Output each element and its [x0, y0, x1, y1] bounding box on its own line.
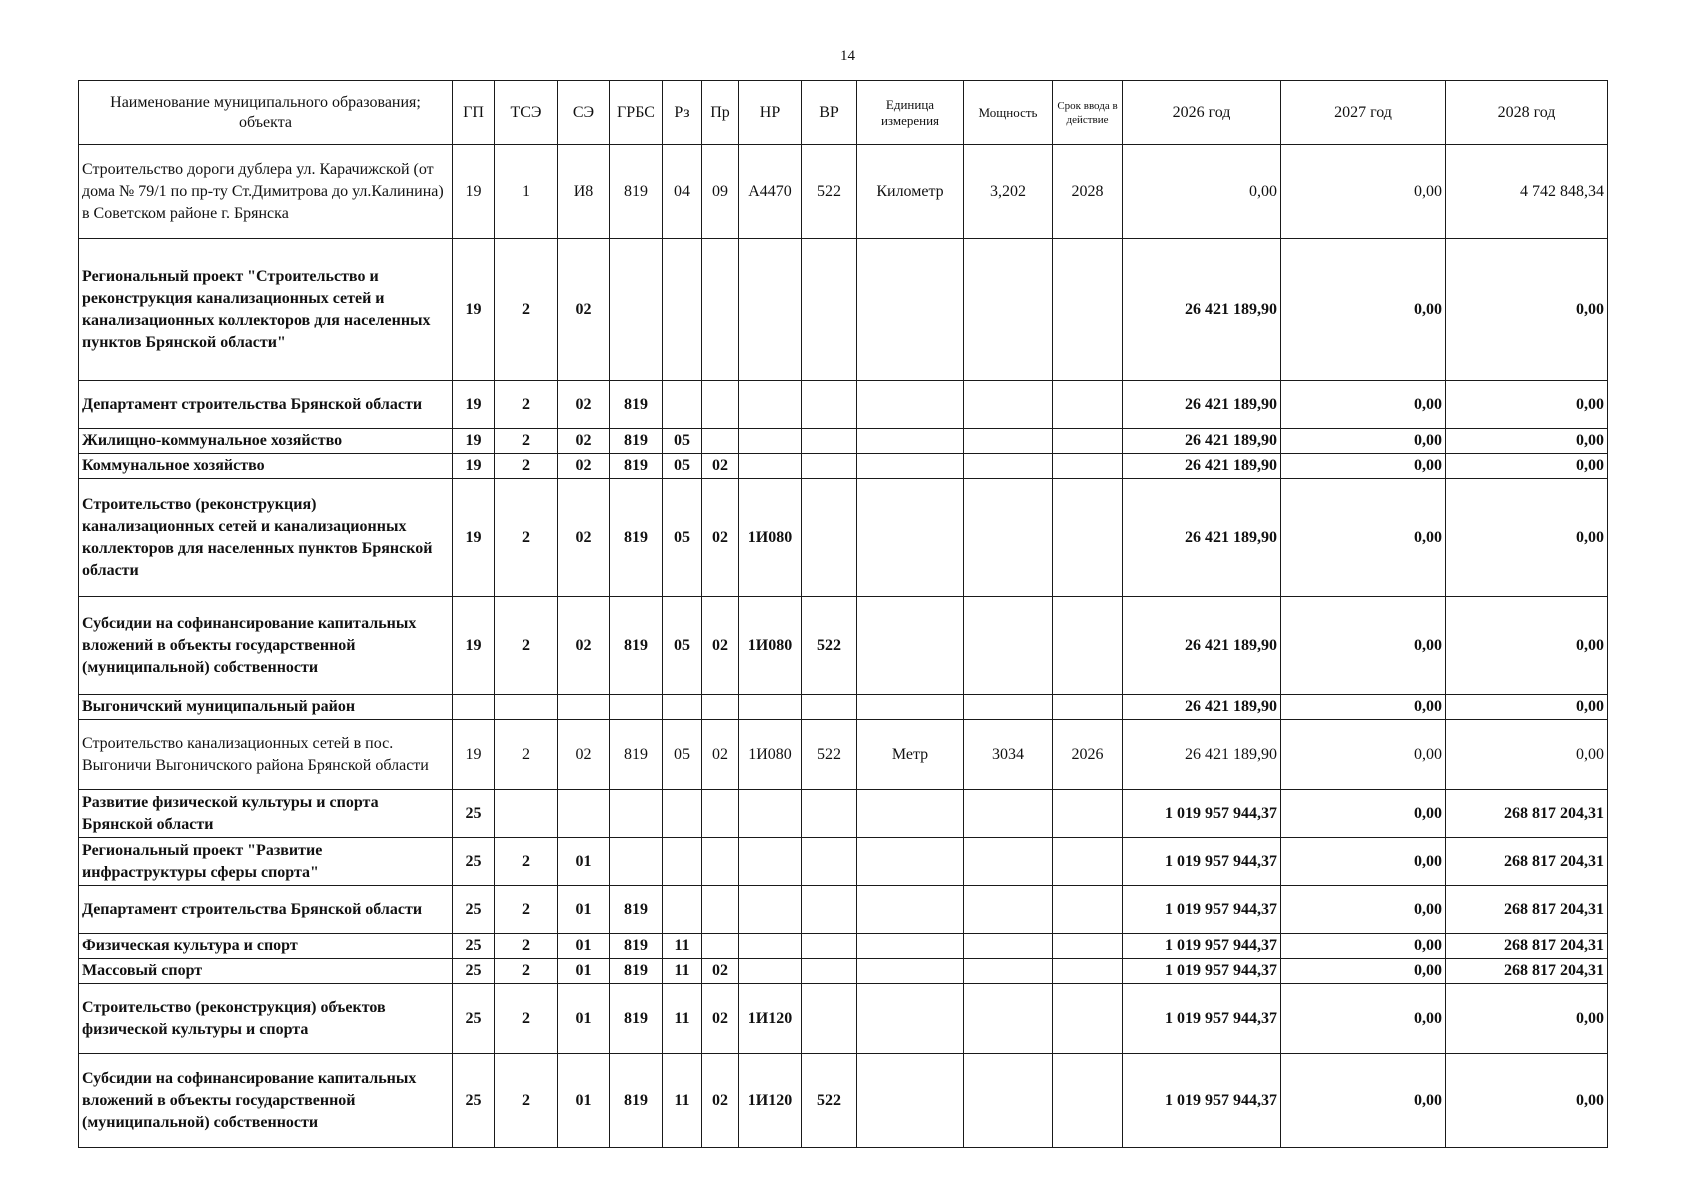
cell-pr	[702, 239, 739, 381]
header-term: Срок ввода в действие	[1053, 81, 1123, 145]
cell-term: 2026	[1053, 720, 1123, 790]
cell-capacity	[964, 381, 1053, 429]
cell-gp: 19	[453, 597, 495, 695]
cell-pr	[702, 838, 739, 886]
cell-nr: 1И080	[739, 479, 802, 597]
cell-unit	[857, 984, 964, 1054]
cell-grbs: 819	[610, 720, 663, 790]
header-unit: Единица измерения	[857, 81, 964, 145]
cell-se: 01	[558, 934, 610, 959]
cell-se: 01	[558, 984, 610, 1054]
cell-2028: 268 817 204,31	[1446, 934, 1608, 959]
table-row	[79, 429, 1608, 454]
cell-term	[1053, 597, 1123, 695]
cell-tse: 2	[495, 934, 558, 959]
cell-nr	[739, 239, 802, 381]
cell-vr	[802, 239, 857, 381]
cell-rz	[663, 886, 702, 934]
cell-2027: 0,00	[1281, 597, 1446, 695]
header-grbs: ГРБС	[610, 81, 663, 145]
table-row	[79, 597, 1608, 695]
cell-2027: 0,00	[1281, 838, 1446, 886]
cell-nr: А4470	[739, 145, 802, 239]
cell-nr	[739, 790, 802, 838]
cell-gp: 25	[453, 934, 495, 959]
cell-pr: 02	[702, 454, 739, 479]
cell-capacity: 3034	[964, 720, 1053, 790]
cell-rz: 11	[663, 984, 702, 1054]
cell-2027: 0,00	[1281, 145, 1446, 239]
cell-2026: 0,00	[1123, 145, 1281, 239]
cell-vr	[802, 454, 857, 479]
cell-gp: 19	[453, 720, 495, 790]
cell-2026: 26 421 189,90	[1123, 479, 1281, 597]
cell-2028: 0,00	[1446, 984, 1608, 1054]
cell-capacity: 3,202	[964, 145, 1053, 239]
table-row	[79, 790, 1608, 838]
cell-name: Массовый спорт	[79, 959, 453, 984]
cell-rz: 05	[663, 429, 702, 454]
cell-2028: 0,00	[1446, 695, 1608, 720]
cell-unit: Метр	[857, 720, 964, 790]
cell-grbs: 819	[610, 145, 663, 239]
cell-se: 02	[558, 429, 610, 454]
cell-tse: 2	[495, 597, 558, 695]
cell-2028: 0,00	[1446, 454, 1608, 479]
cell-2027: 0,00	[1281, 1054, 1446, 1148]
cell-gp: 25	[453, 838, 495, 886]
table-row	[79, 838, 1608, 886]
cell-pr: 02	[702, 984, 739, 1054]
cell-name: Физическая культура и спорт	[79, 934, 453, 959]
cell-se: 02	[558, 454, 610, 479]
cell-gp: 25	[453, 959, 495, 984]
cell-unit	[857, 381, 964, 429]
cell-grbs	[610, 838, 663, 886]
cell-rz: 05	[663, 479, 702, 597]
cell-tse: 2	[495, 838, 558, 886]
header-rz: Рз	[663, 81, 702, 145]
cell-term	[1053, 239, 1123, 381]
cell-gp: 25	[453, 886, 495, 934]
cell-tse: 2	[495, 959, 558, 984]
cell-2026: 26 421 189,90	[1123, 381, 1281, 429]
cell-nr: 1И080	[739, 597, 802, 695]
cell-2028: 0,00	[1446, 239, 1608, 381]
page-number: 14	[840, 48, 855, 64]
header-name: Наименование муниципального образования; объекта	[79, 81, 453, 145]
cell-rz: 11	[663, 934, 702, 959]
cell-tse: 1	[495, 145, 558, 239]
cell-se: 01	[558, 886, 610, 934]
cell-nr	[739, 381, 802, 429]
cell-unit	[857, 479, 964, 597]
cell-capacity	[964, 597, 1053, 695]
cell-capacity	[964, 886, 1053, 934]
cell-unit	[857, 790, 964, 838]
cell-unit	[857, 1054, 964, 1148]
cell-name: Субсидии на софинансирование капитальных вложений в объекты государственной (муниципальной) собственности	[79, 597, 453, 695]
cell-2026: 1 019 957 944,37	[1123, 1054, 1281, 1148]
cell-grbs: 819	[610, 959, 663, 984]
cell-tse: 2	[495, 886, 558, 934]
cell-2026: 26 421 189,90	[1123, 429, 1281, 454]
table-row	[79, 984, 1608, 1054]
cell-pr: 02	[702, 959, 739, 984]
cell-name: Департамент строительства Брянской области	[79, 381, 453, 429]
header-year-2027: 2027 год	[1281, 81, 1446, 145]
cell-gp: 25	[453, 984, 495, 1054]
cell-name: Субсидии на софинансирование капитальных вложений в объекты государственной (муниципальной) собственности	[79, 1054, 453, 1148]
table-row	[79, 1054, 1608, 1148]
cell-grbs: 819	[610, 381, 663, 429]
cell-unit	[857, 454, 964, 479]
cell-se: 02	[558, 720, 610, 790]
cell-nr	[739, 429, 802, 454]
cell-capacity	[964, 959, 1053, 984]
cell-se: 01	[558, 959, 610, 984]
cell-tse: 2	[495, 454, 558, 479]
cell-name: Региональный проект "Строительство и реконструкция канализационных сетей и канализационных коллекторов для населенных пунктов Брянской области"	[79, 239, 453, 381]
cell-2028: 0,00	[1446, 597, 1608, 695]
cell-pr	[702, 695, 739, 720]
cell-tse: 2	[495, 479, 558, 597]
cell-capacity	[964, 479, 1053, 597]
cell-unit	[857, 934, 964, 959]
cell-nr: 1И080	[739, 720, 802, 790]
cell-vr: 522	[802, 1054, 857, 1148]
cell-2027: 0,00	[1281, 239, 1446, 381]
cell-unit: Километр	[857, 145, 964, 239]
cell-tse: 2	[495, 1054, 558, 1148]
cell-2027: 0,00	[1281, 695, 1446, 720]
cell-2028: 268 817 204,31	[1446, 886, 1608, 934]
table-row	[79, 381, 1608, 429]
cell-name: Жилищно-коммунальное хозяйство	[79, 429, 453, 454]
cell-gp: 25	[453, 790, 495, 838]
cell-gp: 19	[453, 479, 495, 597]
cell-pr	[702, 934, 739, 959]
cell-pr	[702, 790, 739, 838]
header-se: СЭ	[558, 81, 610, 145]
cell-pr: 02	[702, 479, 739, 597]
cell-term	[1053, 1054, 1123, 1148]
cell-2026: 1 019 957 944,37	[1123, 838, 1281, 886]
cell-name: Строительство (реконструкция) объектов физической культуры и спорта	[79, 984, 453, 1054]
cell-name: Строительство (реконструкция) канализационных сетей и канализационных коллекторов для населенных пунктов Брянской области	[79, 479, 453, 597]
cell-term	[1053, 934, 1123, 959]
cell-vr	[802, 790, 857, 838]
cell-se: 01	[558, 1054, 610, 1148]
cell-term	[1053, 695, 1123, 720]
cell-pr: 02	[702, 1054, 739, 1148]
cell-tse: 2	[495, 429, 558, 454]
cell-capacity	[964, 695, 1053, 720]
cell-rz	[663, 381, 702, 429]
header-pr: Пр	[702, 81, 739, 145]
cell-capacity	[964, 239, 1053, 381]
cell-grbs	[610, 790, 663, 838]
cell-2028: 0,00	[1446, 429, 1608, 454]
cell-rz: 05	[663, 597, 702, 695]
cell-unit	[857, 838, 964, 886]
cell-grbs: 819	[610, 886, 663, 934]
cell-grbs	[610, 695, 663, 720]
header-vr: ВР	[802, 81, 857, 145]
cell-capacity	[964, 454, 1053, 479]
table-row	[79, 934, 1608, 959]
cell-2027: 0,00	[1281, 934, 1446, 959]
cell-vr	[802, 838, 857, 886]
cell-2026: 1 019 957 944,37	[1123, 984, 1281, 1054]
cell-unit	[857, 239, 964, 381]
cell-pr: 02	[702, 597, 739, 695]
cell-se: 02	[558, 597, 610, 695]
cell-grbs: 819	[610, 1054, 663, 1148]
cell-capacity	[964, 934, 1053, 959]
table-row	[79, 479, 1608, 597]
cell-2026: 26 421 189,90	[1123, 454, 1281, 479]
cell-2027: 0,00	[1281, 886, 1446, 934]
cell-vr	[802, 429, 857, 454]
cell-2028: 0,00	[1446, 479, 1608, 597]
cell-tse: 2	[495, 720, 558, 790]
cell-term	[1053, 838, 1123, 886]
cell-capacity	[964, 838, 1053, 886]
header-capacity: Мощность	[964, 81, 1053, 145]
cell-2026: 26 421 189,90	[1123, 239, 1281, 381]
cell-nr: 1И120	[739, 984, 802, 1054]
cell-tse: 2	[495, 381, 558, 429]
cell-rz	[663, 695, 702, 720]
cell-pr: 02	[702, 720, 739, 790]
cell-rz: 11	[663, 959, 702, 984]
cell-name: Региональный проект "Развитие инфраструктуры сферы спорта"	[79, 838, 453, 886]
cell-grbs: 819	[610, 597, 663, 695]
cell-gp: 25	[453, 1054, 495, 1148]
cell-gp: 19	[453, 239, 495, 381]
cell-se	[558, 790, 610, 838]
cell-se: И8	[558, 145, 610, 239]
cell-grbs: 819	[610, 454, 663, 479]
cell-grbs: 819	[610, 984, 663, 1054]
cell-rz	[663, 790, 702, 838]
cell-gp: 19	[453, 454, 495, 479]
cell-2027: 0,00	[1281, 381, 1446, 429]
table-row	[79, 695, 1608, 720]
cell-2027: 0,00	[1281, 984, 1446, 1054]
cell-2026: 26 421 189,90	[1123, 695, 1281, 720]
header-year-2026: 2026 год	[1123, 81, 1281, 145]
cell-name: Строительство канализационных сетей в пос. Выгоничи Выгоничского района Брянской области	[79, 720, 453, 790]
header-year-2028: 2028 год	[1446, 81, 1608, 145]
table-row	[79, 454, 1608, 479]
table-body	[79, 145, 1608, 1148]
cell-2028: 0,00	[1446, 381, 1608, 429]
cell-term	[1053, 479, 1123, 597]
cell-se: 02	[558, 381, 610, 429]
cell-capacity	[964, 1054, 1053, 1148]
cell-tse: 2	[495, 239, 558, 381]
cell-2027: 0,00	[1281, 959, 1446, 984]
cell-gp: 19	[453, 429, 495, 454]
cell-2028: 268 817 204,31	[1446, 838, 1608, 886]
cell-capacity	[964, 984, 1053, 1054]
cell-tse: 2	[495, 984, 558, 1054]
cell-term	[1053, 984, 1123, 1054]
cell-se: 02	[558, 479, 610, 597]
cell-unit	[857, 959, 964, 984]
cell-vr	[802, 886, 857, 934]
cell-2027: 0,00	[1281, 479, 1446, 597]
cell-grbs: 819	[610, 934, 663, 959]
cell-nr	[739, 886, 802, 934]
header-nr: НР	[739, 81, 802, 145]
cell-nr	[739, 838, 802, 886]
cell-rz: 11	[663, 1054, 702, 1148]
cell-2028: 0,00	[1446, 720, 1608, 790]
cell-term	[1053, 454, 1123, 479]
cell-2028: 268 817 204,31	[1446, 959, 1608, 984]
cell-vr: 522	[802, 720, 857, 790]
cell-vr	[802, 479, 857, 597]
cell-vr: 522	[802, 597, 857, 695]
cell-2027: 0,00	[1281, 790, 1446, 838]
cell-rz	[663, 838, 702, 886]
cell-vr	[802, 695, 857, 720]
cell-name: Департамент строительства Брянской области	[79, 886, 453, 934]
cell-vr: 522	[802, 145, 857, 239]
cell-2028: 0,00	[1446, 1054, 1608, 1148]
cell-unit	[857, 597, 964, 695]
cell-2028: 4 742 848,34	[1446, 145, 1608, 239]
cell-pr	[702, 886, 739, 934]
cell-name: Развитие физической культуры и спорта Брянской области	[79, 790, 453, 838]
cell-vr	[802, 934, 857, 959]
cell-2027: 0,00	[1281, 454, 1446, 479]
cell-2026: 26 421 189,90	[1123, 597, 1281, 695]
cell-2026: 26 421 189,90	[1123, 720, 1281, 790]
cell-2026: 1 019 957 944,37	[1123, 886, 1281, 934]
cell-term	[1053, 886, 1123, 934]
table-row	[79, 145, 1608, 239]
table-row	[79, 886, 1608, 934]
cell-gp	[453, 695, 495, 720]
table-row	[79, 720, 1608, 790]
header-gp: ГП	[453, 81, 495, 145]
cell-name: Коммунальное хозяйство	[79, 454, 453, 479]
cell-nr	[739, 959, 802, 984]
cell-rz: 05	[663, 454, 702, 479]
cell-2026: 1 019 957 944,37	[1123, 934, 1281, 959]
cell-term	[1053, 429, 1123, 454]
cell-grbs	[610, 239, 663, 381]
cell-pr: 09	[702, 145, 739, 239]
cell-term: 2028	[1053, 145, 1123, 239]
table-row	[79, 959, 1608, 984]
cell-vr	[802, 381, 857, 429]
cell-2027: 0,00	[1281, 429, 1446, 454]
table-row	[79, 239, 1608, 381]
cell-se: 02	[558, 239, 610, 381]
cell-capacity	[964, 790, 1053, 838]
cell-vr	[802, 984, 857, 1054]
cell-vr	[802, 959, 857, 984]
cell-term	[1053, 790, 1123, 838]
cell-se	[558, 695, 610, 720]
cell-grbs: 819	[610, 479, 663, 597]
cell-2026: 1 019 957 944,37	[1123, 790, 1281, 838]
cell-unit	[857, 886, 964, 934]
cell-2026: 1 019 957 944,37	[1123, 959, 1281, 984]
cell-tse	[495, 695, 558, 720]
cell-2027: 0,00	[1281, 720, 1446, 790]
cell-tse	[495, 790, 558, 838]
cell-gp: 19	[453, 145, 495, 239]
cell-gp: 19	[453, 381, 495, 429]
cell-unit	[857, 429, 964, 454]
cell-rz: 05	[663, 720, 702, 790]
header-row	[79, 81, 1608, 145]
cell-pr	[702, 429, 739, 454]
cell-rz: 04	[663, 145, 702, 239]
cell-unit	[857, 695, 964, 720]
cell-pr	[702, 381, 739, 429]
budget-table	[78, 80, 1608, 1148]
cell-term	[1053, 381, 1123, 429]
cell-se: 01	[558, 838, 610, 886]
cell-nr	[739, 934, 802, 959]
cell-term	[1053, 959, 1123, 984]
cell-nr: 1И120	[739, 1054, 802, 1148]
cell-grbs: 819	[610, 429, 663, 454]
cell-name: Выгоничский муниципальный район	[79, 695, 453, 720]
cell-rz	[663, 239, 702, 381]
cell-nr	[739, 454, 802, 479]
cell-capacity	[964, 429, 1053, 454]
cell-name: Строительство дороги дублера ул. Карачижской (от дома № 79/1 по пр-ту Ст.Димитрова до ул.Калинина) в Советском районе г. Брянска	[79, 145, 453, 239]
cell-2028: 268 817 204,31	[1446, 790, 1608, 838]
header-tse: ТСЭ	[495, 81, 558, 145]
cell-nr	[739, 695, 802, 720]
